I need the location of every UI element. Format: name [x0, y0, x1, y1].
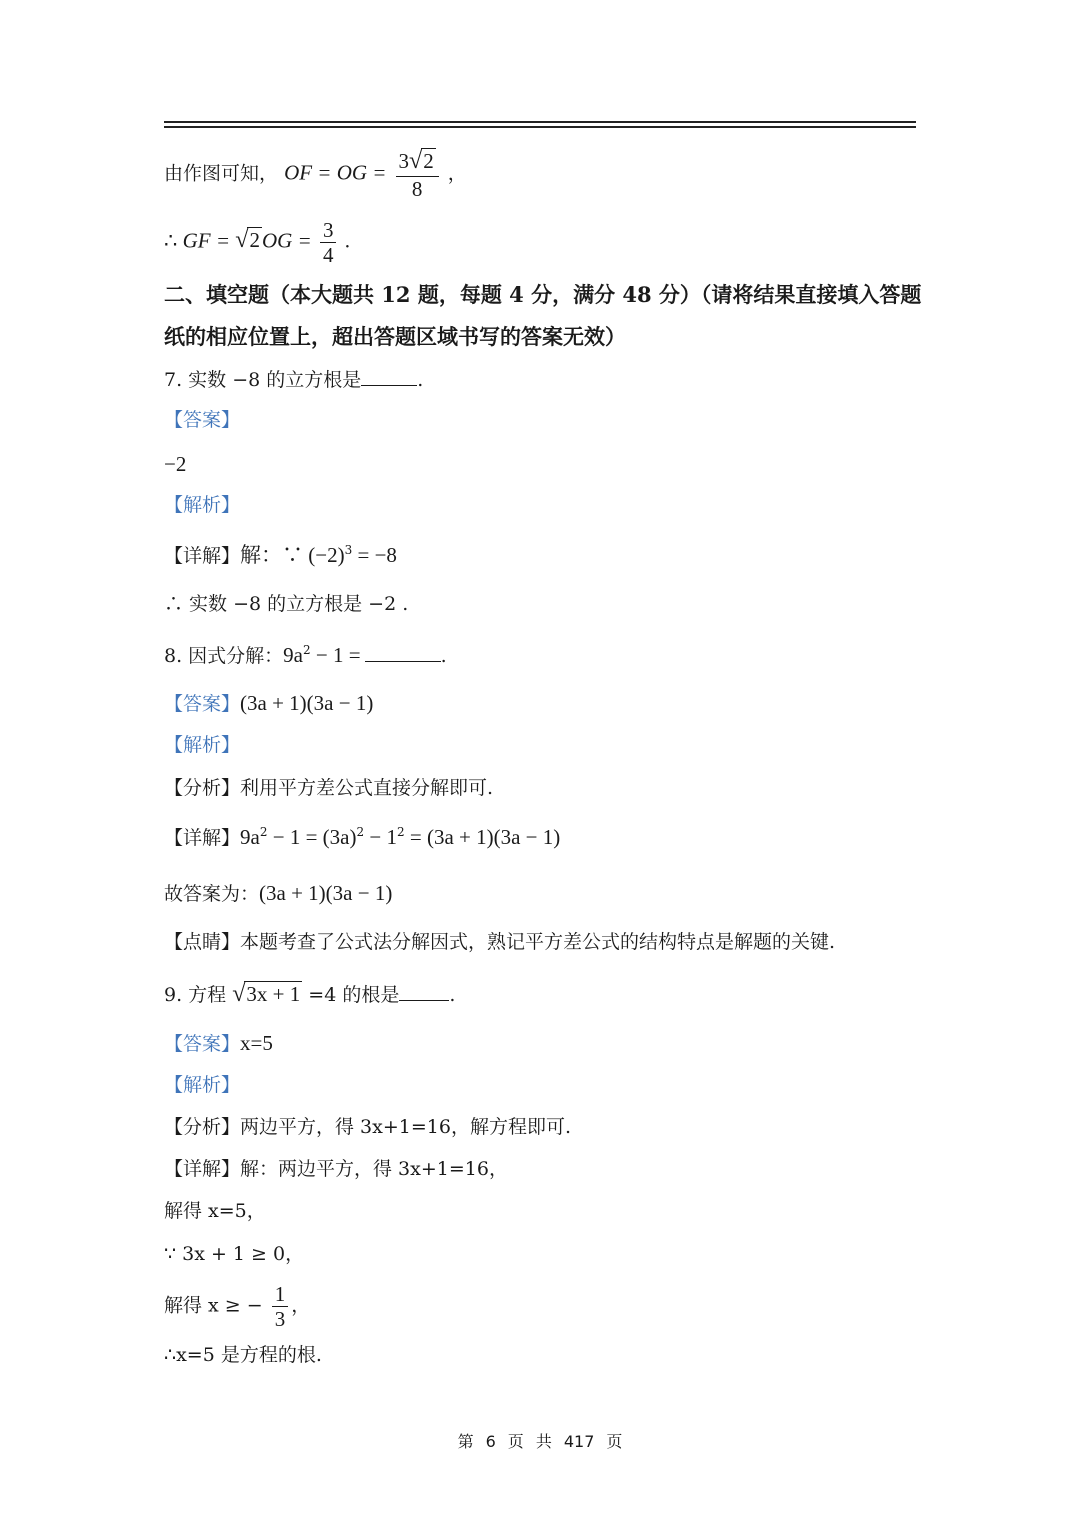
q7-conclusion: ∴ 实数 −8 的立方根是 −2 .	[164, 593, 409, 615]
line1-fraction: $\frac{3√2}{8}$	[396, 148, 439, 201]
q9-step-3-fraction	[272, 1282, 289, 1331]
q9-stem-end: .	[449, 984, 456, 1006]
line2-mid: OG =	[261, 228, 312, 253]
q8-analysis-label: 【解析】	[164, 734, 241, 756]
q8-fenxi-text: 利用平方差公式直接分解即可.	[240, 777, 494, 799]
q9-step-3-suffix: ，	[291, 1294, 311, 1317]
q7-detail-text: 解：∵ (−2)	[240, 543, 345, 567]
q8-fenxi-label: 【分析】	[164, 777, 241, 799]
q8-detail-c-exp: 2	[356, 825, 365, 839]
q9-answer: x=5	[240, 1031, 273, 1055]
q9-answer-label: 【答案】	[164, 1033, 241, 1055]
q8-answer: (3a + 1)(3a − 1)	[240, 691, 374, 715]
q7-answer-label: 【答案】	[164, 409, 241, 431]
q9-step-3-prefix: 解得 x ≥ −	[164, 1294, 263, 1317]
q9-fenxi	[164, 1116, 571, 1139]
line1-den: 8	[411, 176, 423, 201]
footer-a: 第	[457, 1432, 474, 1451]
section-title-line-1: 二、填空题（本大题共 12 题，每题 4 分，满分 48 分）（请将结果直接填入答题	[164, 282, 922, 307]
footer-b: 页	[507, 1432, 524, 1451]
q9-step-4: ∴x=5 是方程的根.	[164, 1344, 322, 1366]
line1-num-rad: 2	[423, 149, 434, 173]
q7-stem-end: .	[417, 369, 424, 391]
q9-detail	[164, 1158, 508, 1181]
line-gf: ∴ GF = √2OG = $\frac{3}{4}$ .	[164, 218, 350, 268]
q8-detail-a: 9a	[240, 825, 260, 849]
page-footer	[0, 1429, 1080, 1452]
q8-detail	[164, 825, 560, 850]
line2-num: 3	[320, 218, 337, 243]
section-title-line-2: 纸的相应位置上，超出答题区域书写的答案无效）	[164, 324, 626, 349]
q7-answer: −2	[164, 452, 187, 476]
q8-answer-blank	[365, 643, 441, 662]
q8-detail-a-exp: 2	[259, 825, 268, 839]
q9-fenxi-label: 【分析】	[164, 1116, 241, 1138]
q9-detail-label: 【详解】	[164, 1158, 241, 1180]
q8-stem	[164, 643, 447, 668]
q9-stem: 9. 方程 √3x + 1 =4 的根是 .	[164, 981, 456, 1007]
q9-step-1: 解得 x=5，	[164, 1200, 266, 1222]
line-of-og	[164, 148, 467, 201]
q9-step-3-den: 3	[274, 1307, 286, 1332]
q7-detail-label: 【详解】	[164, 545, 241, 567]
q9-step-3	[164, 1282, 310, 1331]
footer-d: 页	[606, 1432, 623, 1451]
q8-detail-b: − 1 =	[267, 825, 323, 849]
q9-stem-rad: 3x + 1	[246, 982, 301, 1006]
header-rule-top	[164, 121, 916, 123]
line2-lhs: GF =	[182, 228, 231, 253]
q8-detail-label: 【详解】	[164, 827, 241, 849]
line1-prefix: 由作图可知，	[164, 162, 279, 185]
q8-stem-math: 9a	[283, 643, 303, 667]
footer-c: 共	[535, 1432, 552, 1451]
q8-answer-row	[164, 691, 373, 716]
q7-detail-exp: 3	[344, 543, 353, 557]
footer-total-pages: 417	[563, 1432, 595, 1451]
q9-stem-mid: =4 的根是	[302, 984, 400, 1006]
q8-detail-c: (3a)	[322, 825, 357, 849]
q9-answer-blank	[399, 982, 449, 1001]
q9-step-3-num: 1	[272, 1282, 289, 1307]
line2-rad: 2	[249, 228, 260, 253]
q8-stem-exp: 2	[303, 643, 311, 657]
q8-dianjing	[164, 931, 835, 954]
q8-stem-end: .	[440, 645, 447, 667]
footer-page-number: 6	[485, 1432, 496, 1451]
q9-detail-text: 解：两边平方，得 3x+1=16，	[240, 1158, 508, 1180]
q8-fenxi	[164, 777, 493, 800]
q8-dianjing-text: 本题考查了公式法分解因式，熟记平方差公式的结构特点是解题的关键.	[240, 931, 836, 953]
q7-detail-end: = −8	[352, 543, 397, 567]
q8-detail-e: = (3a + 1)(3a − 1)	[404, 825, 561, 849]
line1-suffix: ，	[447, 162, 467, 185]
q9-answer-row	[164, 1031, 273, 1056]
q7-stem-text: 7. 实数 −8 的立方根是	[164, 369, 362, 391]
q9-analysis-label: 【解析】	[164, 1074, 241, 1096]
q8-answer-label: 【答案】	[164, 693, 241, 715]
q8-stem-math2: − 1 =	[310, 643, 361, 667]
q8-detail-d: − 1	[364, 825, 397, 849]
line1-num-coef: 3	[398, 149, 410, 173]
q8-dianjing-label: 【点睛】	[164, 931, 241, 953]
line2-den: 4	[322, 243, 334, 268]
q9-fenxi-text: 两边平方，得 3x+1=16，解方程即可.	[240, 1116, 572, 1138]
line2-therefore: ∴	[164, 228, 178, 253]
q7-stem	[164, 367, 423, 392]
q8-stem-text: 8. 因式分解：	[164, 645, 284, 667]
line1-lhs: OF = OG =	[284, 160, 387, 185]
q9-step-2: ∵ 3x + 1 ≥ 0，	[164, 1243, 305, 1265]
q9-stem-text: 9. 方程	[164, 984, 227, 1006]
line2-fraction	[320, 218, 337, 267]
line2-suffix: .	[344, 228, 350, 253]
q8-final	[164, 881, 392, 906]
q8-detail-d-exp: 2	[396, 825, 405, 839]
q7-detail	[164, 543, 397, 568]
q8-final-prefix: 故答案为：	[164, 883, 260, 905]
q8-final-math: (3a + 1)(3a − 1)	[259, 881, 393, 905]
header-rule-bottom	[164, 126, 916, 128]
q7-answer-blank	[361, 367, 417, 386]
q7-analysis-label: 【解析】	[164, 494, 241, 516]
